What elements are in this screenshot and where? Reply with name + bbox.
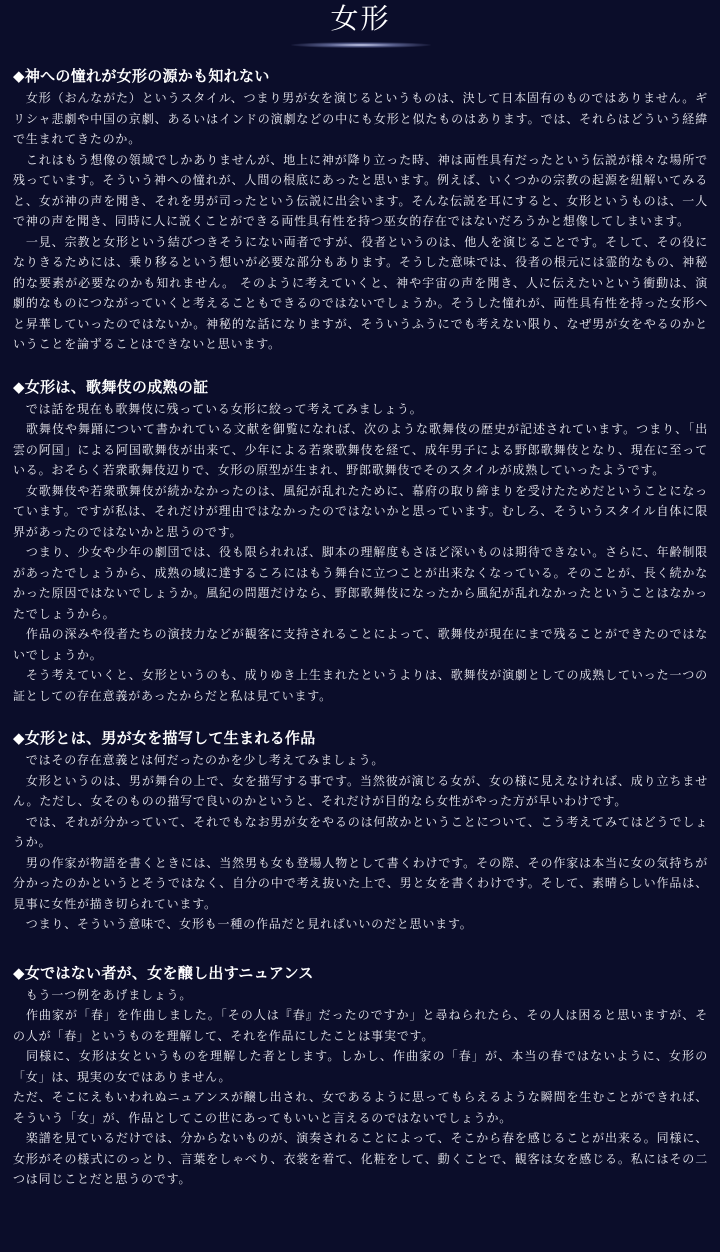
section-2 xyxy=(13,377,708,707)
paragraph: 男の作家が物語を書くときには、当然男も女も登場人物として書くわけです。その際、その作家は本当に女の気持ちが分かったのかというとそうではなく、自分の中で考え抜いた上で、男と女を書くわけです。そして、素晴らしい作品は、見事に女性が描き切られています。 xyxy=(13,855,708,911)
paragraph: では話を現在も歌舞伎に残っている女形に絞って考えてみましょう。 xyxy=(13,401,423,416)
section-3 xyxy=(13,728,708,935)
paragraph: つまり、そういう意味で、女形も一種の作品だと見ればいいのだと思います。 xyxy=(13,917,473,931)
paragraph: 歌舞伎や舞踊について書かれている文献を御覧になれば、次のような歌舞伎の歴史が記述されています。つまり、「出雲の阿国」による阿国歌舞伎が出来て、少年による若衆歌舞伎を経て、成年男子による野郎歌舞伎となり、現在に至っている。おそらく若衆歌舞伎辺りで、女形の原型が生まれ、野郎歌舞伎でそのスタイルが成熟していったようです。 xyxy=(13,422,708,477)
paragraph: これはもう想像の領域でしかありませんが、地上に神が降り立った時、神は両性具有だったという伝説が様々な場所で残っています。そういう神への憧れが、人間の根底にあったと思います。例えば、いくつかの宗教の起源を紐解いてみると、女が神の声を聞き、それを男が司ったという伝説に出会います。そんな伝説を耳にすると、女形というものは、一人で神の声を聞き、同時に人に説くことができる両性具有性を持つ巫女的存在ではないだろうかと想像してしまいます。 xyxy=(13,152,708,228)
section-4 xyxy=(13,963,708,1190)
section-1 xyxy=(13,66,708,355)
section-heading: ◆女形とは、男が女を描写して生まれる作品 xyxy=(13,729,316,747)
section-heading: ◆神への憧れが女形の源かも知れない xyxy=(13,67,270,85)
paragraph: つまり、少女や少年の劇団では、役も限られれば、脚本の理解度もさほど深いものは期待できない。さらに、年齢制限があったでしょうから、成熟の域に達するころにはもう舞台に立つことが出来なくなっている。そのことが、長く続かなかった原因ではないでしょうか。風紀の問題だけなら、野郎歌舞伎になったから風紀が乱れなかったということはなかったでしょうから。 xyxy=(13,545,708,621)
paragraph: もう一つ例をあげましょう。 xyxy=(13,987,193,1002)
page-title: 女形 xyxy=(330,2,391,35)
paragraph: 女形というのは、男が舞台の上で、女を描写する事です。当然彼が演じる女が、女の様に見えなければ、成り立ちません。ただし、女そのものの描写で良いのかというと、それだけが目的なら女性がやった方が早いわけです。 xyxy=(13,773,708,808)
paragraph: 楽譜を見ているだけでは、分からないものが、演奏されることによって、そこから春を感じることが出来る。同様に、女形がその様式にのっとり、言葉をしゃべり、衣裳を着て、化粧をして、動くことで、観客は女を感じる。私にはその二つは同じことだと思うのです。 xyxy=(13,1131,708,1186)
title-area xyxy=(13,0,708,58)
paragraph: 作曲家が「春」を作曲しました。「その人は『春』だったのですか」と尋ねられたら、その人は困ると思いますが、その人が「春」というものを理解して、それを作品にしたことは事実です。 xyxy=(13,1008,708,1043)
paragraph: 一見、宗教と女形という結びつきそうにない両者ですが、役者というのは、他人を演じることです。そして、その役になりきるためには、乗り移るという想いが必要な部分もあります。そうした意味では、役者の根元には霊的なもの、神秘的な要素が必要なのかも知れません。 そのように考えていくと、神や宇宙の声を聞き、人に伝えたいという衝動は、演劇的なものにつながっていくと考えることもできるのではないでしょうか。そうした憧れが、両性具有性を持った女形へと昇華していったのではないか。神秘的な話になりますが、そういうふうにでも考えない限り、なぜ男が女をやるのかということを論ずることはできないと思います。 xyxy=(13,234,708,351)
title-underline-glow xyxy=(291,42,431,48)
paragraph: ではその存在意義とは何だったのかを少し考えてみましょう。 xyxy=(13,753,385,767)
paragraph: そう考えていくと、女形というのも、成りゆき上生まれたというよりは、歌舞伎が演劇としての成熟していった一つの証としての存在意義があったからだと私は見ています。 xyxy=(13,668,708,703)
section-heading: ◆女ではない者が、女を醸し出すニュアンス xyxy=(13,963,314,982)
paragraph: では、それが分かっていて、それでもなお男が女をやるのは何故かということについて、こう考えてみてはどうでしょうか。 xyxy=(13,814,708,849)
paragraph: 女形（おんながた）というスタイル、つまり男が女を演じるというものは、決して日本固有のものではありません。ギリシャ悲劇や中国の京劇、あるいはインドの演劇などの中にも女形と似たものはあります。では、それらはどういう経緯で生まれてきたのか。 xyxy=(13,91,708,146)
section-heading: ◆女形は、歌舞伎の成熟の証 xyxy=(13,377,209,396)
paragraph: 作品の深みや役者たちの演技力などが観客に支持されることによって、歌舞伎が現在にまで残ることができたのではないでしょうか。 xyxy=(13,627,708,662)
paragraph: 同様に、女形は女というものを理解した者とします。しかし、作曲家の「春」が、本当の春ではないように、女形の「女」は、現実の女ではありません。 xyxy=(13,1049,708,1084)
paragraph: 女歌舞伎や若衆歌舞伎が続かなかったのは、風紀が乱れたために、幕府の取り締まりを受けたためだということになっています。ですが私は、それだけが理由ではなかったのではないかと思っています。むしろ、そういうスタイル自体に限界があったのではないかと思うのです。 xyxy=(13,483,708,539)
paragraph: ただ、そこにえもいわれぬニュアンスが醸し出され、女であるように思ってもらえるような瞬間を生むことができれば、そういう「女」が、作品としてこの世にあってもいいと言えるのではないでしょうか。 xyxy=(13,1090,708,1125)
